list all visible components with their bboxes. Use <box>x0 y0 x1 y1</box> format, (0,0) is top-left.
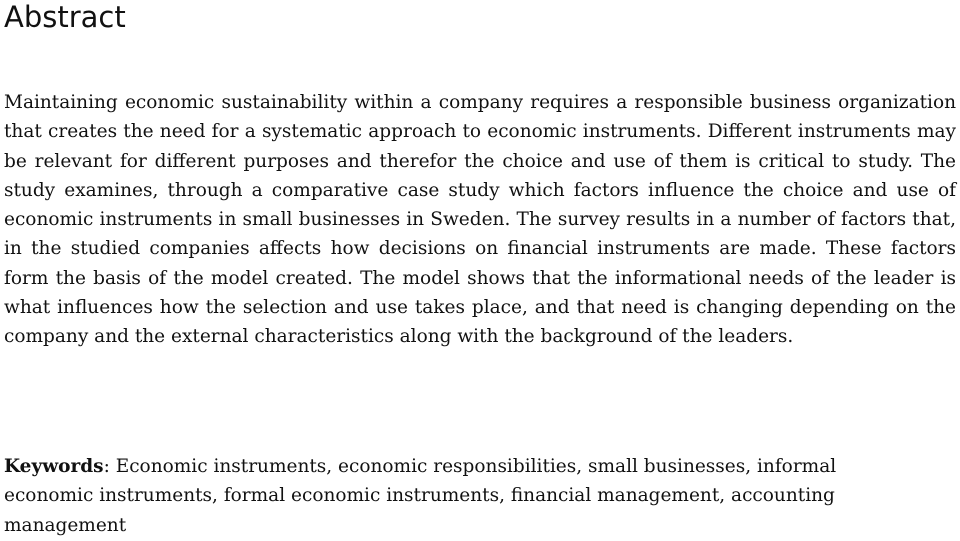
keywords-separator: : <box>103 456 116 477</box>
abstract-body-paragraph: Maintaining economic sustainability within a company requires a responsible business organization that creates the need for a systematic approach to economic instruments. Different instruments may be relevant for different purposes and therefor the choice and use of them is critical to study. The study examines, through a comparative case study which factors influence the choice and use of economic instruments in small businesses in Sweden. The survey results in a number of factors that, in the studied companies affects how decisions on financial instruments are made. These factors form the basis of the model created. The model shows that the informational needs of the leader is what influences how the selection and use takes place, and that need is changing depending on the company and the external characteristics along with the background of the leaders. <box>4 92 956 348</box>
keywords-label: Keywords <box>4 456 104 477</box>
keywords-paragraph <box>4 452 904 540</box>
abstract-heading: Abstract <box>4 0 126 34</box>
keywords-list: Economic instruments, economic responsibilities, small businesses, informal economic instruments, formal economic instruments, financial management, accounting management <box>4 456 837 536</box>
